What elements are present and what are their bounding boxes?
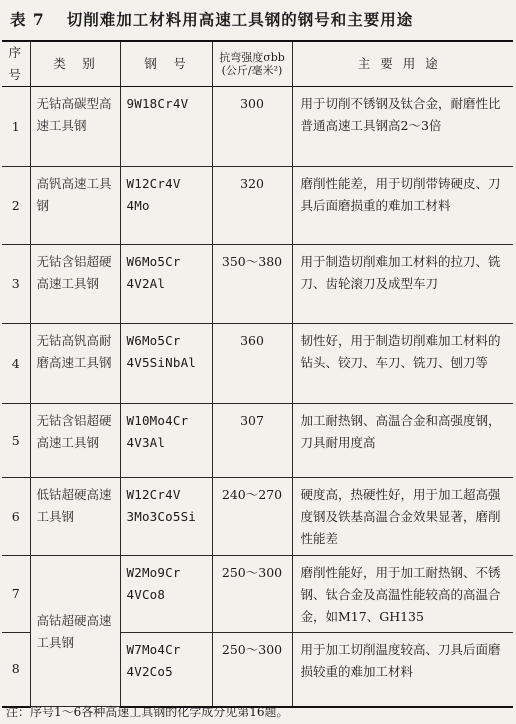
table-title <box>10 8 510 30</box>
row-strength: 250～300 <box>212 633 292 707</box>
table-row <box>2 478 513 556</box>
row-strength: 307 <box>212 404 292 478</box>
table-row <box>2 167 513 245</box>
row-use: 磨削性能好，用于加工耐热钢、不锈钢、钛合金及高温性能较高的高温合金，如M17、GH135 <box>292 556 513 633</box>
header-strength <box>212 41 292 87</box>
row-use: 加工耐热钢、高温合金和高强度钢，刀具耐用度高 <box>292 404 513 478</box>
row-grade: W2Mo9Cr 4VCo8 <box>120 556 212 633</box>
row-no: 7 <box>2 556 30 633</box>
row-strength: 320 <box>212 167 292 245</box>
row-use: 韧性好，用于制造切削难加工材料的钻头、铰刀、车刀、铣刀、刨刀等 <box>292 324 513 404</box>
table-number: 表 7 <box>10 10 45 29</box>
row-strength: 250～300 <box>212 556 292 633</box>
row-grade: W10Mo4Cr 4V3Al <box>120 404 212 478</box>
row-strength: 240～270 <box>212 478 292 556</box>
row-grade: W7Mo4Cr 4V2Co5 <box>120 633 212 707</box>
row-no: 4 <box>2 324 30 404</box>
row-grade: W12Cr4V 3Mo3Co5Si <box>120 478 212 556</box>
row-no: 3 <box>2 245 30 324</box>
header-use: 主要用途 <box>292 41 513 87</box>
row-no: 8 <box>2 633 30 707</box>
row-no: 2 <box>2 167 30 245</box>
header-no: 序号 <box>2 41 30 87</box>
row-grade: W6Mo5Cr 4V2Al <box>120 245 212 324</box>
header-strength-line2: (公斤/毫米²) <box>221 64 283 77</box>
row-use: 用于制造切削难加工材料的拉刀、铣刀、齿轮滚刀及成型车刀 <box>292 245 513 324</box>
table-row <box>2 324 513 404</box>
header-type: 类 别 <box>30 41 120 87</box>
table-row <box>2 87 513 167</box>
table-row <box>2 404 513 478</box>
row-type: 无钴含铝超硬高速工具钢 <box>30 404 120 478</box>
table-title-text: 切削难加工材料用高速工具钢的钢号和主要用途 <box>66 10 414 29</box>
row-strength: 360 <box>212 324 292 404</box>
header-grade: 钢 号 <box>120 41 212 87</box>
row-use: 磨削性能差，用于切削带铸硬皮、刀具后面磨损重的难加工材料 <box>292 167 513 245</box>
row-use: 用于加工切削温度较高、刀具后面磨损较重的难加工材料 <box>292 633 513 707</box>
header-row <box>2 41 513 87</box>
row-type: 无钴高碳型高速工具钢 <box>30 87 120 167</box>
table-footnote: 注：序号1～6各种高速工具钢的化学成分见第16题。 <box>6 705 289 719</box>
row-use: 硬度高，热硬性好，用于加工超高强度钢及铁基高温合金效果显著，磨削性能差 <box>292 478 513 556</box>
row-type: 无钴含铝超硬高速工具钢 <box>30 245 120 324</box>
row-no: 5 <box>2 404 30 478</box>
row-type: 高钒高速工具钢 <box>30 167 120 245</box>
row-type: 无钴高钒高耐磨高速工具钢 <box>30 324 120 404</box>
row-grade: 9W18Cr4V <box>120 87 212 167</box>
row-strength: 350～380 <box>212 245 292 324</box>
row-strength: 300 <box>212 87 292 167</box>
row-grade: W6Mo5Cr 4V5SiNbAl <box>120 324 212 404</box>
table-row <box>2 245 513 324</box>
row-no: 1 <box>2 87 30 167</box>
row-no: 6 <box>2 478 30 556</box>
row-grade: W12Cr4V 4Mo <box>120 167 212 245</box>
row-type: 低钴超硬高速工具钢 <box>30 478 120 556</box>
table-row <box>2 556 513 633</box>
steel-grades-table <box>2 40 513 708</box>
header-strength-line1: 抗弯强度σbb <box>219 51 285 64</box>
row-use: 用于切削不锈钢及钛合金，耐磨性比普通高速工具钢高2～3倍 <box>292 87 513 167</box>
row-type: 高钴超硬高速工具钢 <box>30 556 120 707</box>
